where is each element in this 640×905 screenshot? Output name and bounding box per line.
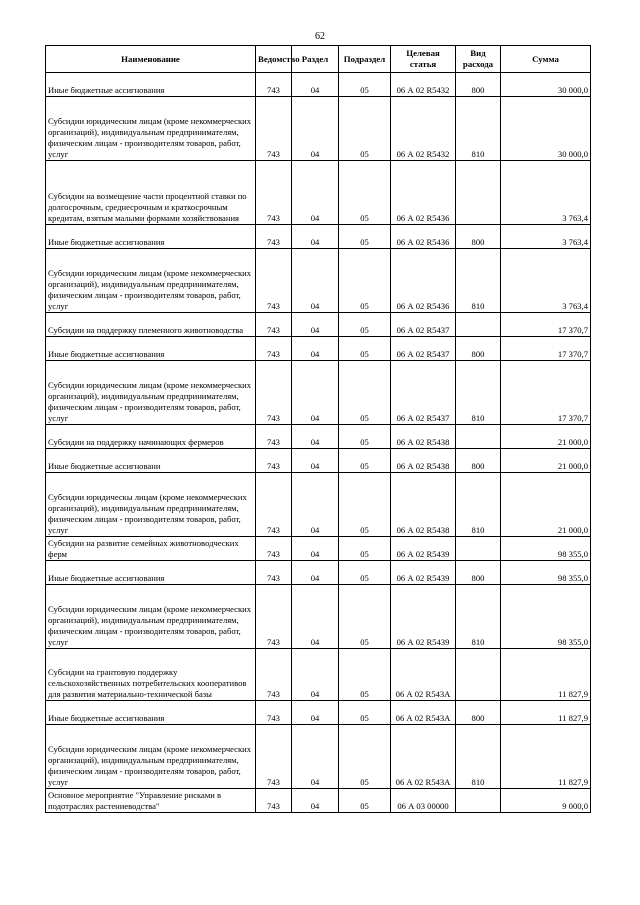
row-target-cell: 06 А 02 R5438 <box>391 449 456 473</box>
row-target-cell: 06 А 02 R5436 <box>391 249 456 313</box>
row-sum-cell: 3 763,4 <box>501 161 591 225</box>
row-dept-cell: 743 <box>256 725 292 789</box>
row-sum-cell: 3 763,4 <box>501 249 591 313</box>
row-target-cell: 06 А 02 R5439 <box>391 561 456 585</box>
table-row <box>46 449 591 473</box>
table-row <box>46 537 591 561</box>
row-sum-cell: 17 370,7 <box>501 361 591 425</box>
row-name-cell: Иные бюджетные ассигнования <box>46 337 256 361</box>
row-section-cell: 04 <box>292 161 339 225</box>
row-sum-cell: 11 827,9 <box>501 725 591 789</box>
row-section-cell: 04 <box>292 425 339 449</box>
row-name-cell: Субсидии юридическим лицам (кроме некоммерческих организаций), индивидуальным предпринимателям, физическим лицам - производителям товаров, работ, услуг <box>46 585 256 649</box>
header-name: Наименование <box>46 46 256 73</box>
row-dept-cell: 743 <box>256 561 292 585</box>
row-exp-type-cell: 810 <box>456 249 501 313</box>
row-dept-cell: 743 <box>256 425 292 449</box>
row-subsection-cell: 05 <box>339 473 391 537</box>
row-subsection-cell: 05 <box>339 449 391 473</box>
header-dept: Ведомство <box>256 46 292 73</box>
row-subsection-cell: 05 <box>339 161 391 225</box>
row-subsection-cell: 05 <box>339 337 391 361</box>
row-sum-cell: 3 763,4 <box>501 225 591 249</box>
row-exp-type-cell <box>456 425 501 449</box>
row-exp-type-cell: 810 <box>456 97 501 161</box>
header-exp-type: Вид расхода <box>456 46 501 73</box>
row-target-cell: 06 А 02 R5439 <box>391 585 456 649</box>
row-section-cell: 04 <box>292 561 339 585</box>
row-name-cell: Иные бюджетные ассигновани <box>46 449 256 473</box>
row-section-cell: 04 <box>292 585 339 649</box>
row-subsection-cell: 05 <box>339 361 391 425</box>
row-exp-type-cell: 800 <box>456 701 501 725</box>
row-target-cell: 06 А 02 R543А <box>391 701 456 725</box>
row-section-cell: 04 <box>292 649 339 701</box>
row-target-cell: 06 А 02 R543А <box>391 649 456 701</box>
row-name-cell: Субсидии на возмещение части процентной ставки по долгосрочным, среднесрочным и краткосрочным кредитам, взятым малыми формами хозяйствования <box>46 161 256 225</box>
row-name-cell: Субсидии на грантовую поддержку сельскохозяйственных потребительских кооперативов для развития материально-технической базы <box>46 649 256 701</box>
row-sum-cell: 30 000,0 <box>501 97 591 161</box>
row-target-cell: 06 А 02 R5437 <box>391 361 456 425</box>
row-name-cell: Иные бюджетные ассигнования <box>46 701 256 725</box>
row-target-cell: 06 А 03 00000 <box>391 789 456 813</box>
row-exp-type-cell: 800 <box>456 225 501 249</box>
row-subsection-cell: 05 <box>339 425 391 449</box>
row-dept-cell: 743 <box>256 585 292 649</box>
budget-table <box>45 45 591 813</box>
row-name-cell: Субсидии юридическы лицам (кроме некоммерческих организаций), индивидуальным предпринимателям, физическим лицам - производителям товаров, работ, услуг <box>46 473 256 537</box>
row-sum-cell: 98 355,0 <box>501 561 591 585</box>
table-row <box>46 701 591 725</box>
row-dept-cell: 743 <box>256 473 292 537</box>
row-name-cell: Субсидии на поддержку племенного животноводства <box>46 313 256 337</box>
row-name-cell: Субсидии юридическим лицам (кроме некоммерческих организаций), индивидуальным предпринимателям, физическим лицам - производителям товаров, работ, услуг <box>46 361 256 425</box>
table-row <box>46 73 591 97</box>
row-name-cell: Субсидии юридическим лицам (кроме некоммерческих организаций), индивидуальным предпринимателям, физическим лицам - производителям товаров, работ, услуг <box>46 725 256 789</box>
table-row <box>46 649 591 701</box>
row-exp-type-cell: 810 <box>456 361 501 425</box>
row-name-cell: Иные бюджетные ассигнования <box>46 73 256 97</box>
table-row <box>46 561 591 585</box>
row-name-cell: Иные бюджетные ассигнования <box>46 561 256 585</box>
row-dept-cell: 743 <box>256 449 292 473</box>
table-header-row <box>46 46 591 73</box>
table-row <box>46 337 591 361</box>
row-target-cell: 06 А 02 R5438 <box>391 425 456 449</box>
row-sum-cell: 17 370,7 <box>501 313 591 337</box>
row-dept-cell: 743 <box>256 313 292 337</box>
row-exp-type-cell: 810 <box>456 585 501 649</box>
table-row <box>46 161 591 225</box>
row-sum-cell: 21 000,0 <box>501 449 591 473</box>
row-target-cell: 06 А 02 R5436 <box>391 161 456 225</box>
row-sum-cell: 11 827,9 <box>501 649 591 701</box>
table-row <box>46 425 591 449</box>
table-row <box>46 585 591 649</box>
row-exp-type-cell <box>456 313 501 337</box>
row-dept-cell: 743 <box>256 361 292 425</box>
row-target-cell: 06 А 02 R5438 <box>391 473 456 537</box>
row-name-cell: Субсидии юридическим лицам (кроме некоммерческих организаций), индивидуальным предпринимателям, физическим лицам - производителям товаров, работ, услуг <box>46 249 256 313</box>
row-dept-cell: 743 <box>256 701 292 725</box>
row-subsection-cell: 05 <box>339 73 391 97</box>
row-target-cell: 06 А 02 R5432 <box>391 73 456 97</box>
row-name-cell: Основное мероприятие "Управление рисками в подотраслях растениеводства" <box>46 789 256 813</box>
row-sum-cell: 21 000,0 <box>501 425 591 449</box>
table-row <box>46 725 591 789</box>
row-subsection-cell: 05 <box>339 725 391 789</box>
row-exp-type-cell: 800 <box>456 449 501 473</box>
row-dept-cell: 743 <box>256 649 292 701</box>
row-subsection-cell: 05 <box>339 789 391 813</box>
row-section-cell: 04 <box>292 473 339 537</box>
page-number: 62 <box>315 31 325 42</box>
row-section-cell: 04 <box>292 225 339 249</box>
row-name-cell: Иные бюджетные ассигнования <box>46 225 256 249</box>
table-row <box>46 789 591 813</box>
row-sum-cell: 9 000,0 <box>501 789 591 813</box>
row-exp-type-cell: 800 <box>456 337 501 361</box>
row-subsection-cell: 05 <box>339 97 391 161</box>
row-name-cell: Субсидии на поддержку начинающих фермеров <box>46 425 256 449</box>
table-row <box>46 473 591 537</box>
row-subsection-cell: 05 <box>339 561 391 585</box>
row-dept-cell: 743 <box>256 73 292 97</box>
table-row <box>46 313 591 337</box>
row-sum-cell: 11 827,9 <box>501 701 591 725</box>
header-section: Раздел <box>292 46 339 73</box>
table-row <box>46 249 591 313</box>
row-target-cell: 06 А 02 R543А <box>391 725 456 789</box>
row-sum-cell: 17 370,7 <box>501 337 591 361</box>
row-subsection-cell: 05 <box>339 537 391 561</box>
row-dept-cell: 743 <box>256 161 292 225</box>
row-exp-type-cell <box>456 649 501 701</box>
row-target-cell: 06 А 02 R5437 <box>391 337 456 361</box>
row-dept-cell: 743 <box>256 249 292 313</box>
row-sum-cell: 98 355,0 <box>501 537 591 561</box>
row-section-cell: 04 <box>292 337 339 361</box>
row-exp-type-cell <box>456 537 501 561</box>
row-subsection-cell: 05 <box>339 225 391 249</box>
row-dept-cell: 743 <box>256 225 292 249</box>
row-target-cell: 06 А 02 R5437 <box>391 313 456 337</box>
row-name-cell: Субсидии юридическим лицам (кроме некоммерческих организаций), индивидуальным предпринимателям, физическим лицам - производителям товаров, работ, услуг <box>46 97 256 161</box>
row-subsection-cell: 05 <box>339 313 391 337</box>
row-section-cell: 04 <box>292 361 339 425</box>
row-section-cell: 04 <box>292 449 339 473</box>
row-section-cell: 04 <box>292 537 339 561</box>
row-sum-cell: 98 355,0 <box>501 585 591 649</box>
row-exp-type-cell: 810 <box>456 725 501 789</box>
row-exp-type-cell: 800 <box>456 73 501 97</box>
table-row <box>46 97 591 161</box>
row-sum-cell: 30 000,0 <box>501 73 591 97</box>
row-dept-cell: 743 <box>256 97 292 161</box>
row-section-cell: 04 <box>292 73 339 97</box>
row-subsection-cell: 05 <box>339 649 391 701</box>
row-exp-type-cell <box>456 161 501 225</box>
row-dept-cell: 743 <box>256 337 292 361</box>
table-row <box>46 225 591 249</box>
row-section-cell: 04 <box>292 313 339 337</box>
row-dept-cell: 743 <box>256 537 292 561</box>
header-sum: Сумма <box>501 46 591 73</box>
row-exp-type-cell <box>456 789 501 813</box>
row-target-cell: 06 А 02 R5432 <box>391 97 456 161</box>
row-subsection-cell: 05 <box>339 701 391 725</box>
row-exp-type-cell: 810 <box>456 473 501 537</box>
row-section-cell: 04 <box>292 249 339 313</box>
row-section-cell: 04 <box>292 97 339 161</box>
header-subsection: Подраздел <box>339 46 391 73</box>
row-dept-cell: 743 <box>256 789 292 813</box>
row-sum-cell: 21 000,0 <box>501 473 591 537</box>
table-row <box>46 361 591 425</box>
header-target: Целевая статья <box>391 46 456 73</box>
row-exp-type-cell: 800 <box>456 561 501 585</box>
row-subsection-cell: 05 <box>339 249 391 313</box>
row-name-cell: Субсидии на развитие семейных животноводческих ферм <box>46 537 256 561</box>
row-section-cell: 04 <box>292 789 339 813</box>
row-subsection-cell: 05 <box>339 585 391 649</box>
row-section-cell: 04 <box>292 725 339 789</box>
row-section-cell: 04 <box>292 701 339 725</box>
row-target-cell: 06 А 02 R5439 <box>391 537 456 561</box>
row-target-cell: 06 А 02 R5436 <box>391 225 456 249</box>
